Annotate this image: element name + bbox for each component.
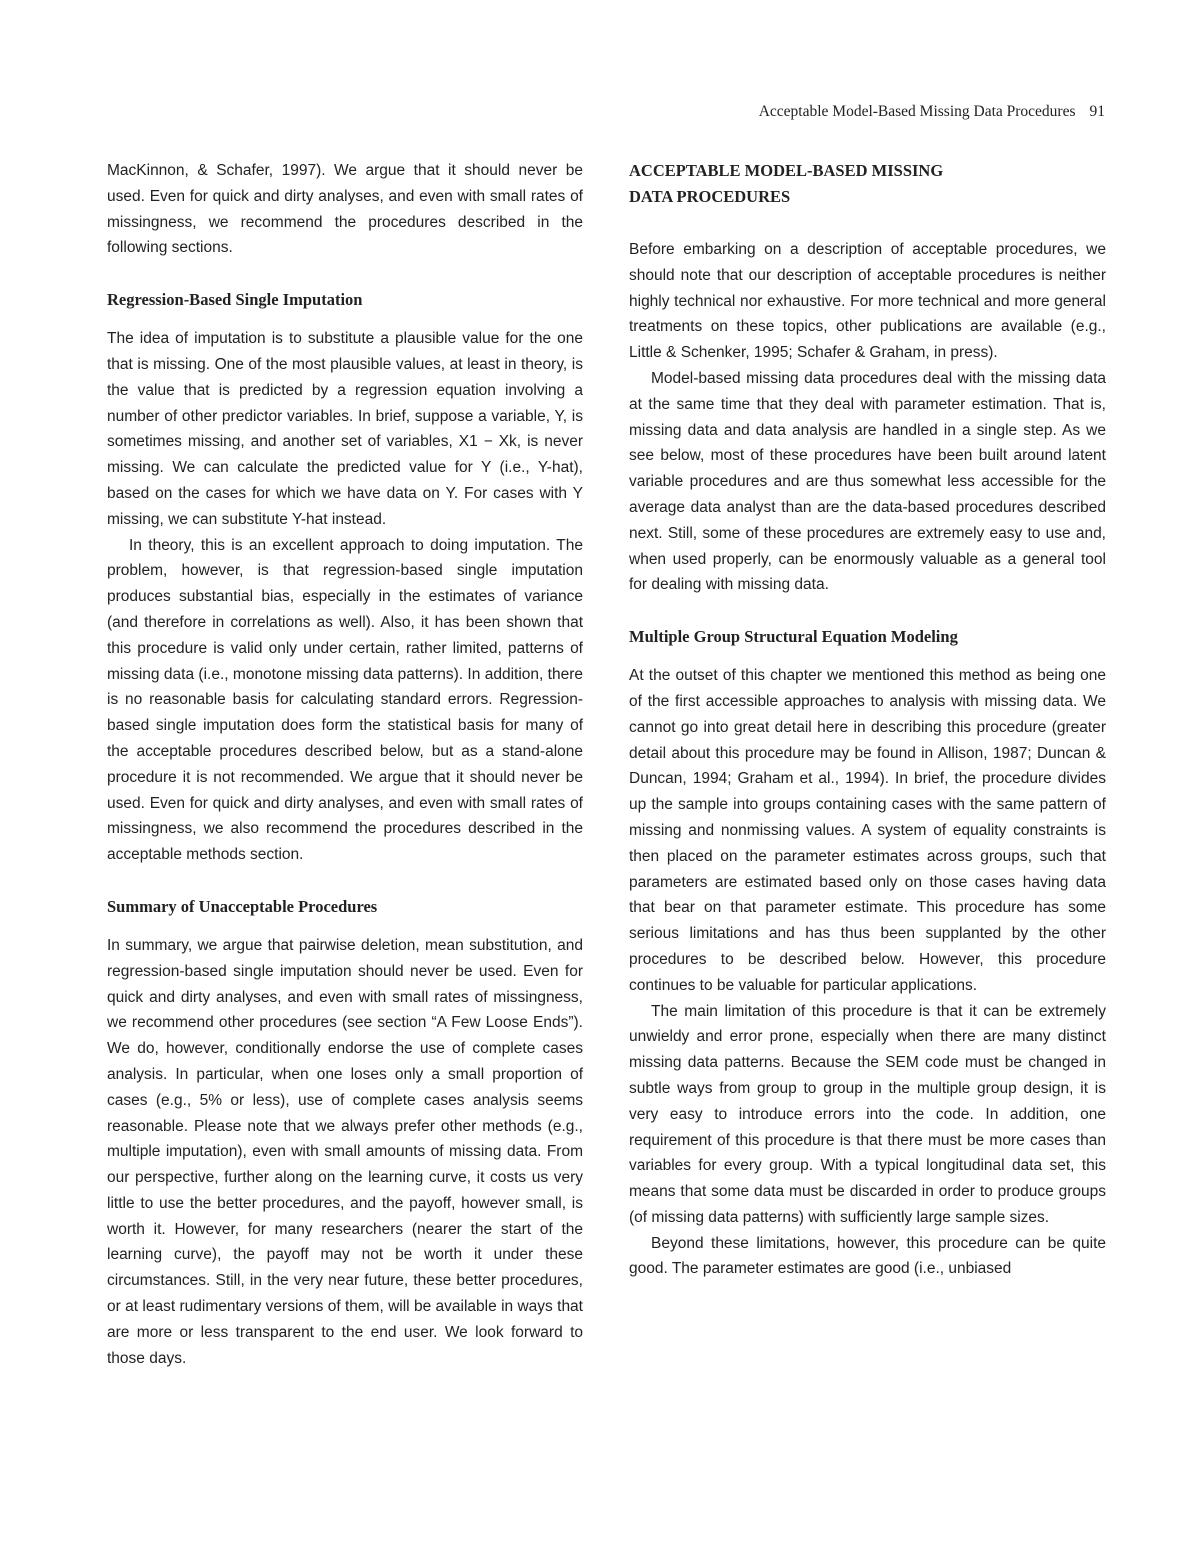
- section-heading-line-2: DATA PROCEDURES: [629, 187, 791, 206]
- paragraph: MacKinnon, & Schafer, 1997). We argue that it should never be used. Even for quick and dirty analyses, and even with small rates of missingness, we recommend the procedures described in the following sections.: [107, 162, 583, 257]
- paragraph: In theory, this is an excellent approach to doing imputation. The problem, however, is that regression-based single imputation produces substantial bias, especially in the estimates of variance (and therefore in correlations as well). Also, it has been shown that this procedure is valid only under certain, rather limited, patterns of missing data (i.e., monotone missing data patterns). In addition, there is no reasonable basis for calculating standard errors. Regression-based single imputation does form the statistical basis for many of the acceptable procedures described below, but as a stand-alone procedure it is not recommended. We argue that it should never be used. Even for quick and dirty analyses, and even with small rates of missingness, we also recommend the procedures described in the acceptable methods section.: [107, 536, 583, 864]
- paragraph: Beyond these limitations, however, this procedure can be quite good. The parameter estimates are good (i.e., unbiased: [629, 1234, 1106, 1278]
- section-heading-line-1: ACCEPTABLE MODEL-BASED MISSING: [629, 161, 944, 180]
- subsection-heading-regression: Regression-Based Single Imputation: [107, 290, 363, 310]
- subsection-heading-summary: Summary of Unacceptable Procedures: [107, 896, 378, 916]
- paragraph: The idea of imputation is to substitute a plausible value for the one that is missing. One of the most plausible values, at least in theory, is the value that is predicted by a regression equation involving a number of other predictor variables. In brief, suppose a variable, Y, is sometimes missing, and another set of variables, X1 − Xk, is never missing. We can calculate the predicted value for Y (i.e., Y-hat), based on the cases for which we have data on Y. For cases with Y missing, we can substitute Y-hat instead.: [107, 330, 583, 528]
- subsection-heading-multiple-group: Multiple Group Structural Equation Modeling: [629, 627, 958, 647]
- paragraph: At the outset of this chapter we mentioned this method as being one of the first accessible approaches to analysis with missing data. We cannot go into great detail here in describing this procedure (greater detail about this procedure may be found in Allison, 1987; Duncan & Duncan, 1994; Graham et al., 1994). In brief, the procedure divides up the sample into groups containing cases with the same pattern of missing and nonmissing values. A system of equality constraints is then placed on the parameter estimates across groups, such that parameters are estimated based only on those cases having data that bear on that parameter estimate. This procedure has some serious limitations and has thus been supplanted by the other procedures to be described below. However, this procedure continues to be valuable for particular applications.: [629, 667, 1106, 994]
- running-title: Acceptable Model-Based Missing Data Procedures: [758, 103, 1076, 120]
- right-column: [629, 158, 1106, 1282]
- left-column: [107, 158, 583, 1371]
- section-heading: [629, 158, 1106, 210]
- paragraph: Before embarking on a description of acceptable procedures, we should note that our description of acceptable procedures is neither highly technical nor exhaustive. For more technical and more general treatments on these topics, other publications are available (e.g., Little & Schenker, 1995; Schafer & Graham, in press).: [629, 241, 1106, 362]
- page-number: 91: [1089, 103, 1105, 120]
- paragraph: Model-based missing data procedures deal with the missing data at the same time that they deal with parameter estimation. That is, missing data and data analysis are handled in a single step. As we see below, most of these procedures have been built around latent variable procedures and are thus somewhat less accessible for the average data analyst than are the data-based procedures described next. Still, some of these procedures are extremely easy to use and, when used properly, can be enormously valuable as a general tool for dealing with missing data.: [629, 369, 1106, 594]
- paragraph: The main limitation of this procedure is that it can be extremely unwieldy and error prone, especially when there are many distinct missing data patterns. Because the SEM code must be changed in subtle ways from group to group in the multiple group design, it is very easy to introduce errors into the code. In addition, one requirement of this procedure is that there must be more cases than variables for every group. With a typical longitudinal data set, this means that some data must be discarded in order to produce groups (of missing data patterns) with sufficiently large sample sizes.: [629, 1002, 1106, 1226]
- running-head: [759, 103, 1105, 121]
- paragraph: In summary, we argue that pairwise deletion, mean substitution, and regression-based single imputation should never be used. Even for quick and dirty analyses, and even with small rates of missingness, we recommend other procedures (see section “A Few Loose Ends”). We do, however, conditionally endorse the use of complete cases analysis. In particular, when one loses only a small proportion of cases (e.g., 5% or less), use of complete cases analysis seems reasonable. Please note that we always prefer other methods (e.g., multiple imputation), even with small amounts of missing data. From our perspective, further along on the learning curve, it costs us very little to use the better procedures, and the payoff, however small, is worth it. However, for many researchers (nearer the start of the learning curve), the payoff may not be worth it under these circumstances. Still, in the very near future, these better procedures, or at least rudimentary versions of them, will be available in ways that are more or less transparent to the end user. We look forward to those days.: [107, 936, 583, 1367]
